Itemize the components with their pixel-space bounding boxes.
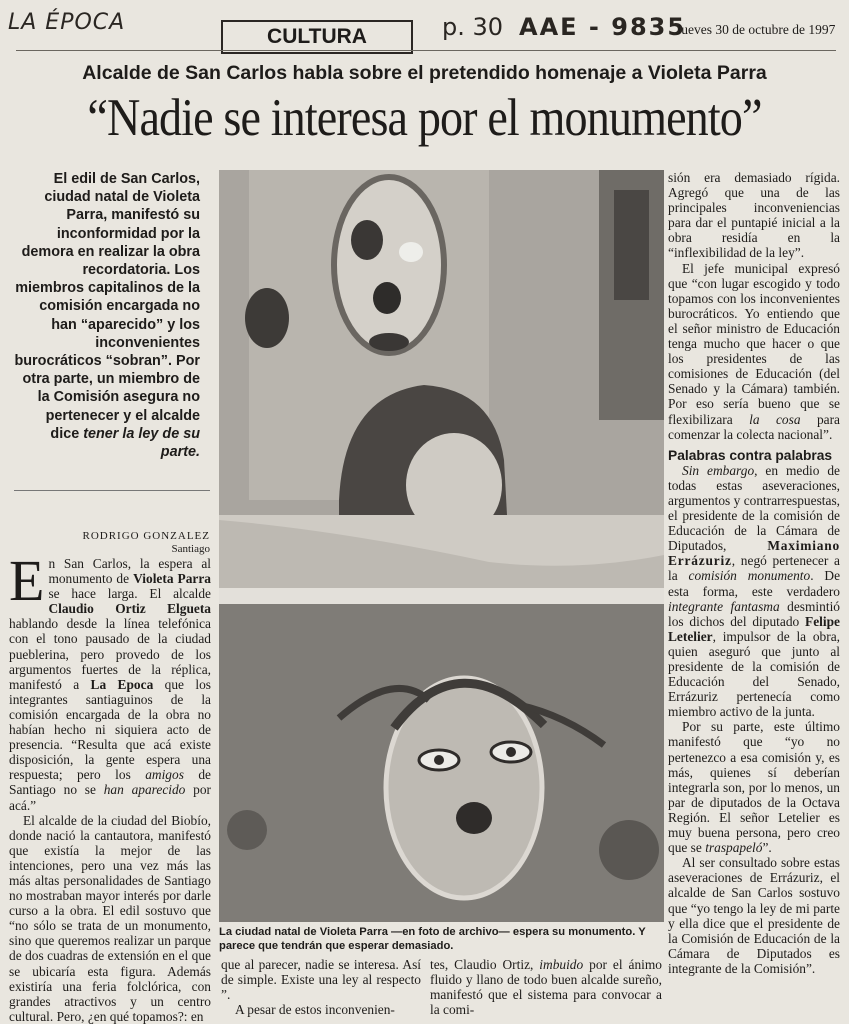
italic-run: comisión monumento [688, 568, 811, 584]
article-headline: “Nadie se interesa por el monumento” [87, 89, 762, 147]
subheading: Palabras contra palabras [668, 447, 833, 463]
text-run: que los integrantes santiaguinos de la comisión encargada de la obra no habían hecho ni siquiera acto de presencia. “Resulta que acá existe disposición, la gente espera una respuesta; pero los [9, 676, 212, 783]
name-violeta-parra: Violeta Parra [133, 571, 211, 587]
archive-code: AAE - 9835 [519, 13, 687, 41]
column-left [9, 548, 212, 1024]
paragraph-4-end: sión era demasiado rígida. Agregó que una de las principales inconveniencias para dar el puntapié inicial a la obra residía en la “inflexibilidad de la ley”. [668, 170, 840, 261]
italic-run: integrante fantasma [668, 598, 780, 614]
text-run: desmintió los dichos del diputado [668, 598, 840, 629]
byline: RODRIGO GONZALEZ [82, 530, 210, 542]
paragraph-4: A pesar de estos inconvenien- [235, 1002, 395, 1018]
italic-run: han aparecido [103, 782, 186, 798]
text-run: hablando desde la línea telefónica con el tono pausado de la ciudad pueblerina, pero provedo de los argumentos fuertes de la réplica, manifestó a [9, 616, 211, 692]
italic-run: la cosa [749, 411, 801, 427]
text-run: para comenzar la colecta nacional”. [668, 411, 841, 442]
photo-illustration [219, 170, 664, 922]
photo-caption: La ciudad natal de Violeta Parra —en foto de archivo— espera su monumento. Y parece que tendrán que esperar demasiado. [219, 926, 646, 952]
text-run: por el ánimo fluido y llano de todo buen alcalde sureño, manifestó que el sistema para convocar a la comi- [430, 957, 662, 1018]
name-la-epoca: La Epoca [90, 676, 154, 692]
archive-photo [219, 170, 664, 922]
page-note: p. 30 [442, 13, 504, 41]
italic-run: imbuido [539, 957, 584, 972]
handwritten-archive-note [442, 13, 686, 41]
lead-divider [14, 490, 210, 491]
text-run: El jefe municipal expresó que “con lugar escogido y todo topamos con los inconvenientes burocráticos. Yo entiendo que el señor ministro de Educación tenga mucho que hacer o que los presidentes de las comisiones de Educación (del Senado y la Cámara) también. Por eso sería bueno que se flexibilizara [668, 260, 840, 427]
paragraph-2: El alcalde de la ciudad del Biobío, donde nació la cantautora, manifestó que existía la mejor de las intenciones, pero una vez más las más altas personalidades de Santiago no mostraban mayor interés por darle curso a la obra. El edil sostuvo que “no sólo se trata de un monumento, sino que queremos realizar un parque de dos cuadras de extensión en el que se ubicaría esta figura. Además existiría una feria folclórica, con grandes atractivos y un centro cultural. Pero, ¿en qué topamos?: en [9, 812, 211, 1024]
header-rule [16, 50, 836, 51]
italic-run: Sin embargo [682, 462, 755, 478]
text-run: se hace larga. El alcalde [48, 586, 211, 602]
text-run: ”. [762, 840, 772, 856]
text-run: , en medio de todas estas aseveraciones, argumentos y contrarrespuestas, el presidente de la comisión de Educación de la Cámara de Diputados, [668, 462, 840, 554]
article-lead [14, 170, 200, 461]
issue-date: Jueves 30 de octubre de 1997 [676, 22, 836, 37]
text-run: Por su parte, este último manifestó que “yo no pertenezco a esa comisión y, es más, quienes sí deberían integrarla son, por lo menos, un par de diputados de la Octava Región. El señor Letelier es muy buena persona, pero creo que se [668, 719, 840, 856]
text-run: de Santiago no se [9, 767, 211, 798]
paragraph-4-cont [430, 957, 662, 1017]
paragraph-1 [9, 548, 212, 813]
text-run: , negó pertenecer a la [668, 553, 840, 584]
section-label: CULTURA [221, 20, 413, 54]
column-under-photo-b [430, 957, 662, 1017]
paragraph-6 [668, 463, 840, 720]
text-run: por acá.” [9, 782, 211, 813]
text-run: . De esta forma, este verdadero [668, 568, 841, 599]
column-right [668, 170, 840, 976]
name-claudio-ortiz: Claudio Ortiz Elgueta [48, 601, 211, 617]
text-run: tes, Claudio Ortiz, [430, 957, 540, 972]
paragraph-7 [668, 719, 840, 855]
lead-italic: tener la ley de su parte. [83, 425, 200, 461]
dateline-place: Santiago [171, 543, 210, 555]
lead-text: El edil de San Carlos, ciudad natal de Violeta Parra, manifestó su inconformidad por la demora en realizar la obra recordatoria. Los miembros capitalinos de la comisión encargada no han “aparecido” y los inconvenientes burocráticos “sobran”. Por otra parte, un miembro de la Comisión asegura no pertenecer y el alcalde dice [14, 171, 200, 442]
name-maximiano-errazuriz: Maximiano Errázuriz [668, 538, 840, 569]
paragraph-5 [668, 261, 840, 442]
italic-run: amigos [145, 767, 184, 783]
italic-run: traspapeló [705, 840, 763, 856]
paragraph-3: que al parecer, nadie se interesa. Así de simple. Existe una ley al respecto ”. [221, 957, 421, 1003]
text-run: n San Carlos, la espera al monumento de [48, 556, 211, 587]
article-kicker: Alcalde de San Carlos habla sobre el pretendido homenaje a Violeta Parra [82, 62, 767, 84]
text-run: , impulsor de la obra, quien aseguró que junto al presidente de la comisión de Educación del Senado, Errázuriz pertenecía como miembro activo de la junta. [668, 628, 840, 720]
paragraph-8: Al ser consultado sobre estas aseveraciones de Errázuriz, el alcalde de San Carlos sostuvo que “yo tengo la ley de mi parte y ella dice que el presidente de la Comisión de Educación de la Cámara de Diputados es integrante de la Comisión”. [668, 855, 840, 976]
handwritten-masthead: LA ÉPOCA [8, 10, 126, 35]
name-felipe-letelier: Felipe Letelier [668, 613, 840, 644]
drop-cap: E [9, 548, 45, 613]
column-under-photo-a [221, 957, 421, 1017]
